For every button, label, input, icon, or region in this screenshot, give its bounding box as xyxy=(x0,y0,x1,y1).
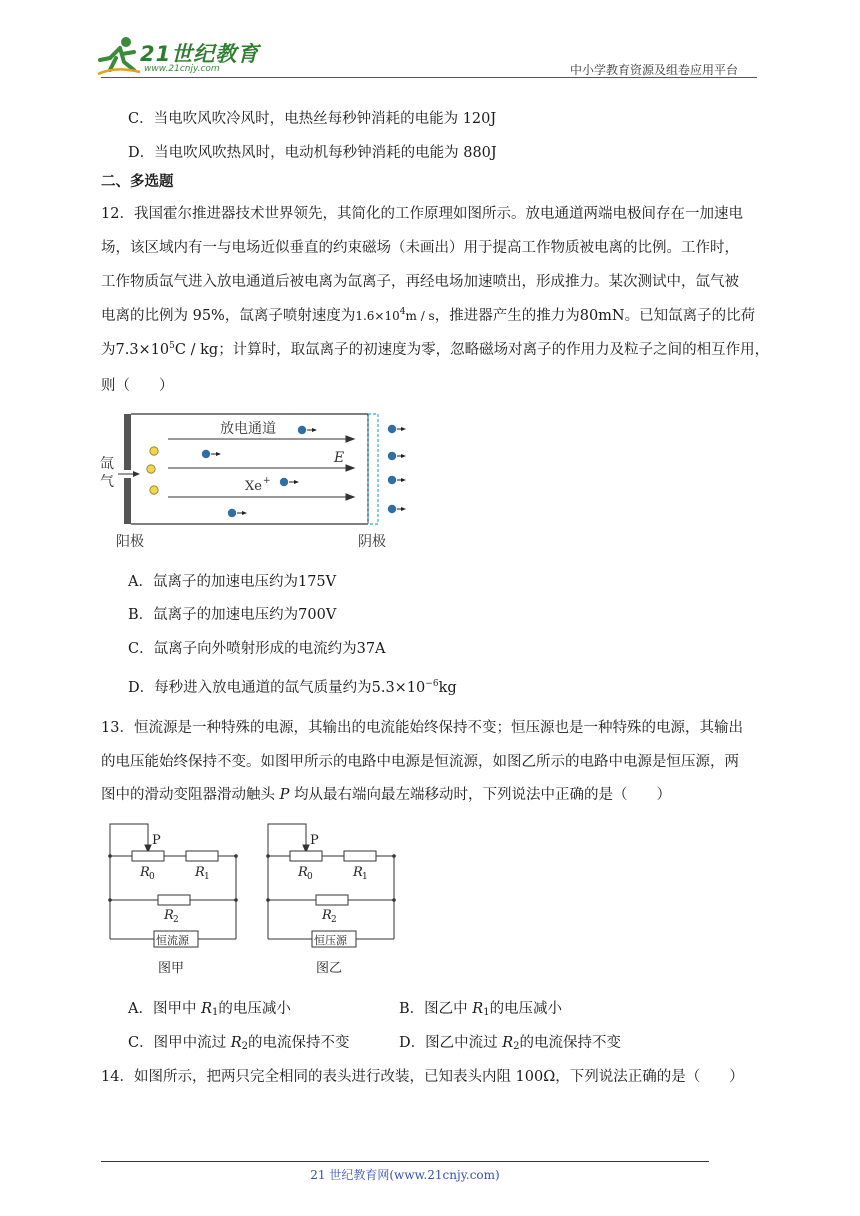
q12-line6: 则（ ） xyxy=(101,378,174,394)
gas-label-1: 氙 xyxy=(100,456,114,472)
anode-plate-lower xyxy=(124,478,131,524)
footer-divider xyxy=(101,1161,709,1162)
q12-option-d-mass-unit: kg xyxy=(438,680,457,696)
anode-label: 阳极 xyxy=(116,534,144,550)
q13-option-b-text-b: 的电压减小 xyxy=(489,1001,563,1017)
q11-option-d: D．当电吹风吹热风时，电动机每秒钟消耗的电能为 880J xyxy=(128,145,497,161)
q12-line5-text-d: ；计算时，取氙离子的初速度为零，忽略磁场对离子的作用力及粒子之间的相互作用， xyxy=(218,342,770,358)
q12-line4-text-f: 。已知氙离子的比荷 xyxy=(624,308,756,324)
yi-r1-label: R xyxy=(353,865,363,880)
jia-r2-label: R xyxy=(164,908,174,923)
section-title: 二、多选题 xyxy=(101,173,174,190)
jia-r0-sub: 0 xyxy=(149,872,155,882)
xenon-ions-inside xyxy=(202,426,317,517)
footer-link[interactable]: 21 世纪教育网(www.21cnjy.com) xyxy=(310,1168,500,1182)
jia-r2-sub: 2 xyxy=(173,915,179,925)
q12-line4-text-a: 电离的比例为 95%，氙离子喷射速度为 xyxy=(101,308,356,324)
q12-charge-ratio-exp: 5 xyxy=(169,341,175,351)
q12-line5 xyxy=(101,338,769,359)
q12-velocity-exp: 4 xyxy=(399,307,406,317)
q13-option-d-subscript: 2 xyxy=(513,1041,520,1052)
circuit-figure-yi xyxy=(258,818,403,978)
yi-r1-sub: 1 xyxy=(362,872,368,882)
circuit-figure-jia xyxy=(100,818,245,978)
q13-line3-p: P xyxy=(279,787,290,803)
q12-thrust-value: 80mN xyxy=(579,308,625,324)
q13-option-c-text-b: 的电流保持不变 xyxy=(248,1035,350,1051)
yi-source-label: 恒压源 xyxy=(314,934,347,947)
q13-option-a-text-b: 的电压减小 xyxy=(218,1001,291,1017)
q12-option-d xyxy=(128,676,457,697)
cathode-label: 阴极 xyxy=(358,534,386,550)
q12-velocity-unit: m / s xyxy=(405,309,435,323)
q13-option-a xyxy=(128,997,291,1018)
q13-line3-text-a: 图中的滑动变阻器滑动触头 xyxy=(101,787,280,803)
q12-line3: 工作物质氙气进入放电通道后被电离为氙离子，再经电场加速喷出，形成推力。某次测试中，氙气被 xyxy=(101,274,739,290)
q12-charge-ratio-unit: C / kg xyxy=(174,342,219,358)
q13-option-c-subscript: 2 xyxy=(241,1041,248,1052)
xenon-gas-atoms xyxy=(147,447,158,494)
cathode-grid xyxy=(368,414,378,524)
yi-r2-sub: 2 xyxy=(331,915,337,925)
q13-option-b-symbol: R xyxy=(472,1001,484,1017)
runner-logo-icon xyxy=(96,36,142,76)
q12-option-a: A．氙离子的加速电压约为175V xyxy=(128,574,337,590)
q13-option-b-text: B．图乙中 xyxy=(399,1001,473,1017)
q12-option-d-text: D．每秒进入放电通道的氙气质量约为 xyxy=(128,680,372,696)
yi-caption: 图乙 xyxy=(316,961,343,976)
header-right-text: 中小学教育资源及组卷应用平台 xyxy=(570,63,739,77)
site-logo[interactable] xyxy=(96,34,266,76)
q12-line5-text-a: 为 xyxy=(101,342,116,358)
q13-option-c-symbol: R xyxy=(230,1035,242,1051)
jia-r1-label: R xyxy=(195,865,205,880)
q13-option-c xyxy=(128,1031,350,1052)
channel-label: 放电通道 xyxy=(220,421,276,437)
q12-velocity-base: 1.6×10 xyxy=(355,309,400,323)
field-label: E xyxy=(334,450,345,466)
yi-r0-sub: 0 xyxy=(307,872,313,882)
q13-line3-text-c: 均从最右端向最左端移动时，下列说法中正确的是（ ） xyxy=(289,787,671,803)
q12-charge-ratio-base: 7.3×10 xyxy=(115,342,170,358)
q12-line4 xyxy=(101,304,755,325)
jia-caption: 图甲 xyxy=(158,961,185,976)
logo-url-text: www.21cnjy.com xyxy=(144,64,220,74)
yi-r2-label: R xyxy=(322,908,332,923)
q12-option-d-mass-exp: −6 xyxy=(425,679,439,689)
ion-label: Xe xyxy=(245,479,262,494)
q12-line1: 12．我国霍尔推进器技术世界领先，其简化的工作原理如图所示。放电通道两端电极间存在一加速电 xyxy=(101,206,743,222)
q14-line1: 14．如图所示，把两只完全相同的表头进行改装，已知表头内阻 100Ω，下列说法正确的是（ ） xyxy=(101,1069,744,1085)
q12-option-b: B．氙离子的加速电压约为700V xyxy=(128,607,337,623)
q11-option-c: C．当电吹风吹冷风时，电热丝每秒钟消耗的电能为 120J xyxy=(128,111,497,127)
q13-option-d xyxy=(399,1031,621,1052)
q13-option-a-subscript: 1 xyxy=(212,1007,219,1018)
jia-source-label: 恒流源 xyxy=(156,934,189,947)
q13-option-d-text: D．图乙中流过 xyxy=(399,1035,503,1051)
q13-option-a-symbol: R xyxy=(201,1001,213,1017)
header-divider xyxy=(101,77,757,78)
q13-line2: 的电压能始终保持不变。如图甲所示的电路中电源是恒流源，如图乙所示的电路中电源是恒压源，两 xyxy=(101,754,739,770)
jia-p-label: P xyxy=(152,833,161,848)
q13-option-d-text-b: 的电流保持不变 xyxy=(519,1035,622,1051)
jia-r1-sub: 1 xyxy=(204,872,210,882)
q12-option-c: C．氙离子向外喷射形成的电流约为37A xyxy=(128,641,386,657)
q13-line1: 13．恒流源是一种特殊的电源，其输出的电流能始终保持不变；恒压源也是一种特殊的电源，其输出 xyxy=(101,720,743,736)
q12-option-d-mass-base: 5.3×10 xyxy=(371,680,426,696)
q13-option-b-subscript: 1 xyxy=(483,1007,490,1018)
yi-p-label: P xyxy=(310,833,319,848)
q13-line3 xyxy=(101,783,671,804)
ion-sup-label: + xyxy=(263,476,271,486)
gas-label-2: 气 xyxy=(100,474,114,490)
jia-r0-label: R xyxy=(140,865,150,880)
xenon-ions-exhaust xyxy=(388,425,406,513)
q13-option-b xyxy=(399,997,562,1018)
q12-line4-text-d: ，推进器产生的推力为 xyxy=(434,308,580,324)
yi-r0-label: R xyxy=(298,865,308,880)
q13-option-a-text: A．图甲中 xyxy=(128,1001,202,1017)
q13-option-d-symbol: R xyxy=(502,1035,514,1051)
logo-main-text: 21世纪教育 xyxy=(140,42,260,66)
q13-option-c-text: C．图甲中流过 xyxy=(128,1035,231,1051)
hall-thruster-figure xyxy=(96,408,416,554)
anode-plate-upper xyxy=(124,414,131,470)
q12-line2: 场，该区域内有一与电场近似垂直的约束磁场（未画出）用于提高工作物质被电离的比例。工作时， xyxy=(101,240,739,256)
